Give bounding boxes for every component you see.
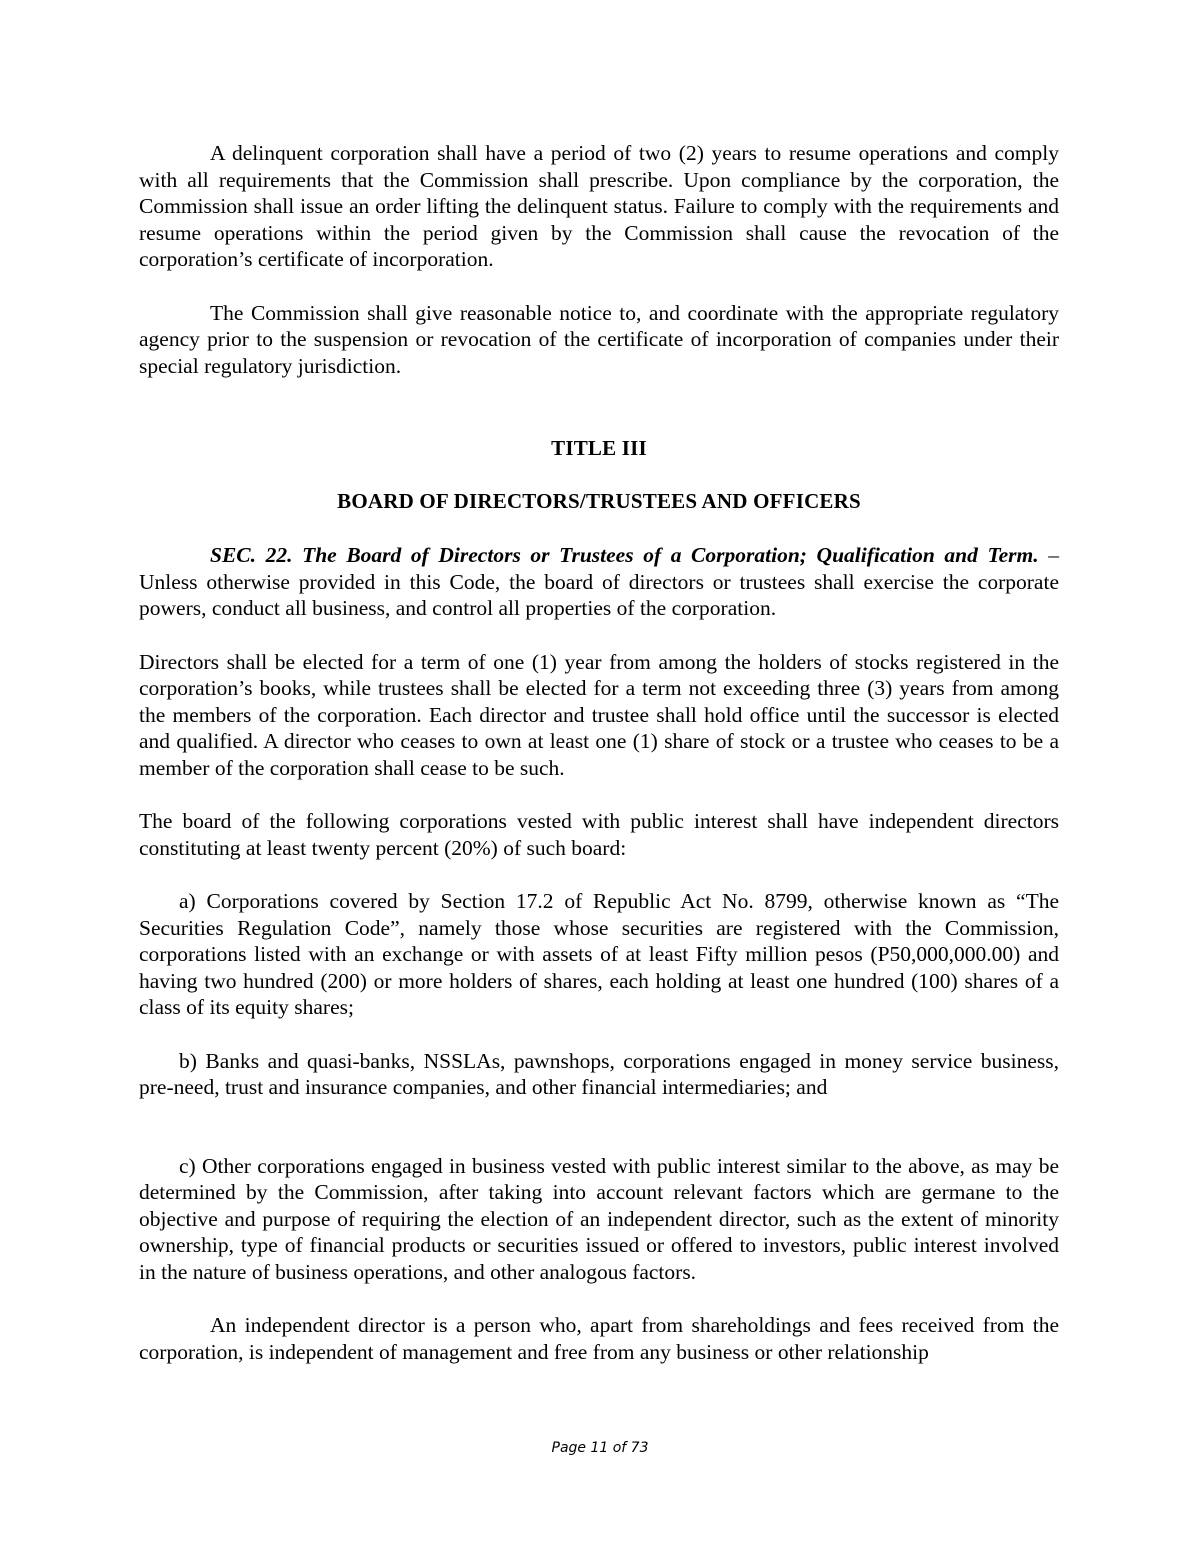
subtitle-heading: BOARD OF DIRECTORS/TRUSTEES AND OFFICERS bbox=[337, 489, 861, 513]
list-item-b: b) Banks and quasi-banks, NSSLAs, pawnshops, corporations engaged in money service business, pre-need, trust and insurance companies, and other financial intermediaries; and bbox=[139, 1048, 1059, 1099]
list-item-c: c) Other corporations engaged in business vested with public interest similar to the above, as may be determined by the Commission, after taking into account relevant factors which are germane to the objective and purpose of requiring the election of an independent director, such as the extent of minority ownership, type of financial products or securities issued or offered to investors, public interest involved in the nature of business operations, and other analogous factors. bbox=[139, 1153, 1059, 1284]
paragraph-delinquent-corporation: A delinquent corporation shall have a period of two (2) years to resume operations and comply with all requirements that the Commission shall prescribe. Upon compliance by the corporation, the Commission shall issue an order lifting the delinquent status. Failure to comply with the requirements and resume operations within the period given by the Commission shall cause the revocation of the corporation’s certificate of incorporation. bbox=[139, 141, 1059, 271]
section-22-paragraph bbox=[139, 542, 1059, 622]
document-page bbox=[139, 140, 1059, 1365]
section-22-body: – Unless otherwise provided in this Code, the board of directors or trustees shall exercise the corporate powers, conduct all business, and control all properties of the corporation. bbox=[139, 543, 1059, 620]
paragraph-commission-notice: The Commission shall give reasonable notice to, and coordinate with the appropriate regulatory agency prior to the suspension or revocation of the certificate of incorporation of companies under their special regulatory jurisdiction. bbox=[139, 300, 1059, 378]
page-number-footer: Page 11 of 73 bbox=[551, 1440, 649, 1456]
paragraph-independent-director-definition: An independent director is a person who, apart from shareholdings and fees received from the corporation, is independent of management and free from any business or other relationship bbox=[139, 1313, 1059, 1364]
paragraph-directors-term: Directors shall be elected for a term of one (1) year from among the holders of stocks registered in the corporation’s books, while trustees shall be elected for a term not exceeding three (3) years from among the members of the corporation. Each director and trustee shall hold office until the successor is elected and qualified. A director who ceases to own at least one (1) share of stock or a trustee who ceases to be a member of the corporation shall cease to be such. bbox=[139, 649, 1059, 780]
title-heading: TITLE III bbox=[551, 436, 647, 460]
paragraph-independent-directors-requirement: The board of the following corporations vested with public interest shall have independent directors constituting at least twenty percent (20%) of such board: bbox=[139, 809, 1059, 860]
section-22-heading: SEC. 22. The Board of Directors or Trustees of a Corporation; Qualification and Term. bbox=[210, 543, 1039, 567]
list-item-a: a) Corporations covered by Section 17.2 of Republic Act No. 8799, otherwise known as “The Securities Regulation Code”, namely those whose securities are registered with the Commission, corporations listed with an exchange or with assets of at least Fifty million pesos (P50,000,000.00) and having two hundred (200) or more holders of shares, each holding at least one hundred (100) shares of a class of its equity shares; bbox=[139, 889, 1059, 1019]
